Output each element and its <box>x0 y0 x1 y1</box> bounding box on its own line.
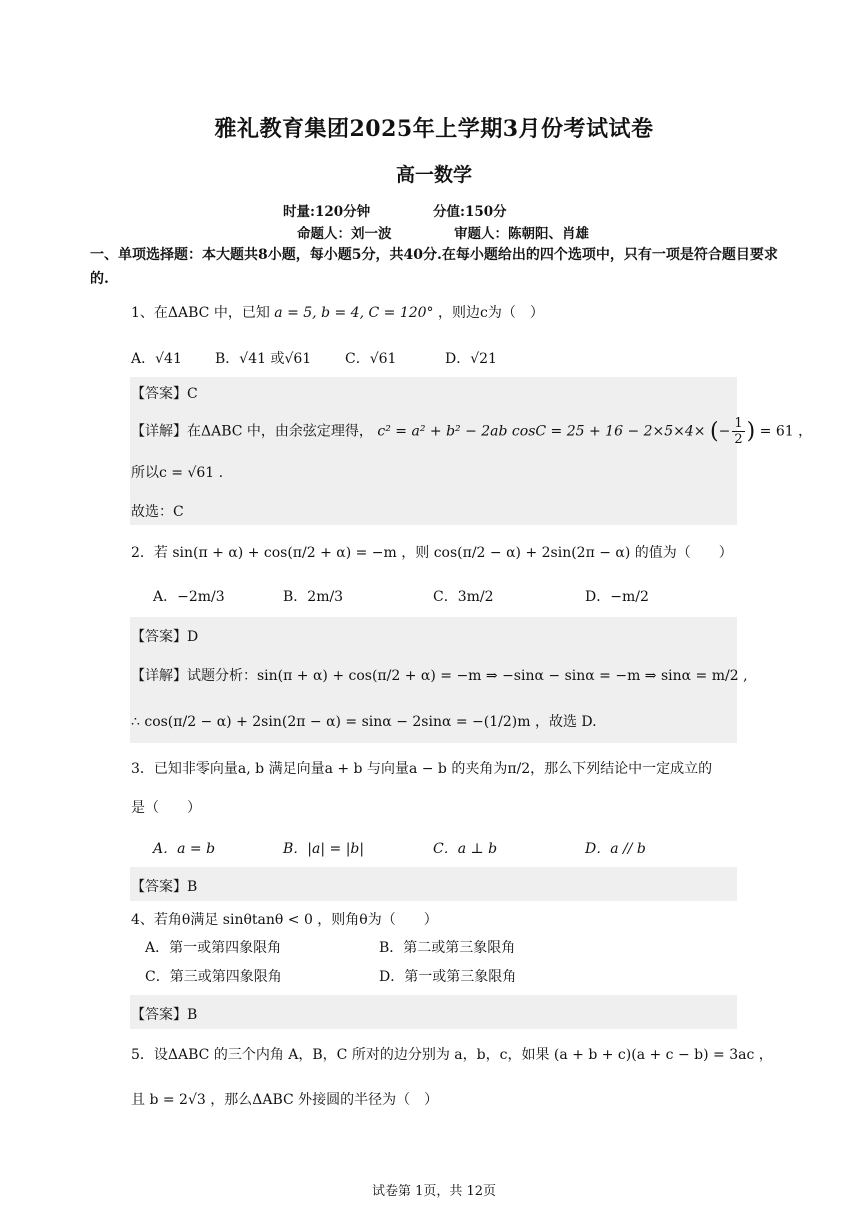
question-1-answer: 【答案】C <box>131 386 198 402</box>
close-paren: ) <box>746 419 756 444</box>
question-4-option-b: B．第二或第三象限角 <box>379 940 516 956</box>
question-2-option-d: D．−m/2 <box>585 589 649 605</box>
minus-sign: − <box>718 423 731 440</box>
question-1-therefore: 所以c = √61 . <box>131 465 224 481</box>
page-footer: 试卷第 1页，共 12页 <box>371 1184 497 1199</box>
exam-reviewer: 审题人：陈朝阳、肖雄 <box>454 226 589 242</box>
section-heading: 一、单项选择题：本大题共8小题，每小题5分，共40分.在每小题给出的四个选项中，只有一项是符合题目要求的. <box>90 247 778 287</box>
question-4-answer: 【答案】B <box>131 1007 198 1023</box>
question-1-condition: a = 5, b = 4, C = 120° <box>274 305 434 321</box>
question-2-option-b: B．2m/3 <box>283 589 344 605</box>
question-3-option-c: C．a ⊥ b <box>433 841 498 857</box>
question-1-detail-end: = 61 ， <box>759 423 813 440</box>
question-1-option-b: B．√41 或√61 <box>215 351 312 367</box>
question-3-answer: 【答案】B <box>131 879 198 895</box>
question-2-detail-1: 【详解】试题分析：sin(π + α) + cos(π/2 + α) = −m ⇒ −sinα − sinα = −m ⇒ sinα = m/2 , <box>131 668 748 684</box>
question-1-stem-suffix: ，则边c为（ ） <box>438 305 544 321</box>
question-3-stem-1: 3．已知非零向量a, b 满足向量a + b 与向量a − b 的夹角为π/2，那么下列结论中一定成立的 <box>131 761 713 777</box>
question-1-stem <box>131 302 544 322</box>
question-4-option-d: D．第一或第三象限角 <box>379 969 517 985</box>
question-3-option-d: D．a // b <box>585 841 646 857</box>
question-3-answer-box <box>130 867 737 901</box>
question-1-detail-prefix: 【详解】在ΔABC 中，由余弦定理得， <box>131 423 373 440</box>
question-2-option-c: C．3m/2 <box>433 589 494 605</box>
exam-title: 雅礼教育集团2025年上学期3月份考试试卷 <box>214 116 654 142</box>
question-4-answer-box <box>130 995 737 1029</box>
exam-score: 分值:150分 <box>433 204 507 220</box>
question-2-option-a: A．−2m/3 <box>153 589 225 605</box>
question-1-detail-formula: c² = a² + b² − 2ab cosC = 25 + 16 − 2×5×4× <box>377 423 706 440</box>
question-5-stem-1: 5．设ΔABC 的三个内角 A，B，C 所对的边分别为 a，b，c，如果 (a + b + c)(a + c − b) = 3ac ， <box>131 1047 773 1063</box>
question-1-stem-prefix: 1、在ΔABC 中，已知 <box>131 305 270 321</box>
question-1-detail <box>131 416 812 447</box>
question-3-stem-2: 是（ ） <box>131 800 201 816</box>
question-1-option-d: D．√21 <box>445 351 497 367</box>
exam-setter: 命题人：刘一波 <box>297 226 392 242</box>
question-2-stem: 2．若 sin(π + α) + cos(π/2 + α) = −m ，则 cos(π/2 − α) + 2sin(2π − α) 的值为（ ） <box>131 545 733 561</box>
question-1-option-c: C．√61 <box>345 351 397 367</box>
question-4-stem: 4、若角θ满足 sinθtanθ < 0 ，则角θ为（ ） <box>131 912 438 928</box>
question-3-option-b: B．|a| = |b| <box>283 841 365 857</box>
question-1-half-fraction: $\frac{1}{2}$ <box>734 416 743 447</box>
question-3-option-a: A．a = b <box>153 841 216 857</box>
question-4-option-c: C．第三或第四象限角 <box>145 969 282 985</box>
open-paren: ( <box>710 419 719 444</box>
question-2-detail-2: ∴ cos(π/2 − α) + 2sin(2π − α) = sinα − 2sinα = −(1/2)m ，故选 D. <box>131 714 597 730</box>
exam-subject: 高一数学 <box>395 164 472 186</box>
question-2-answer: 【答案】D <box>131 629 199 645</box>
question-1-choice: 故选：C <box>131 504 184 520</box>
exam-time: 时量:120分钟 <box>283 204 371 220</box>
question-1-option-a: A．√41 <box>131 351 182 367</box>
question-4-option-a: A．第一或第四象限角 <box>145 940 282 956</box>
question-5-stem-2: 且 b = 2√3 ，那么ΔABC 外接圆的半径为（ ） <box>131 1092 439 1108</box>
